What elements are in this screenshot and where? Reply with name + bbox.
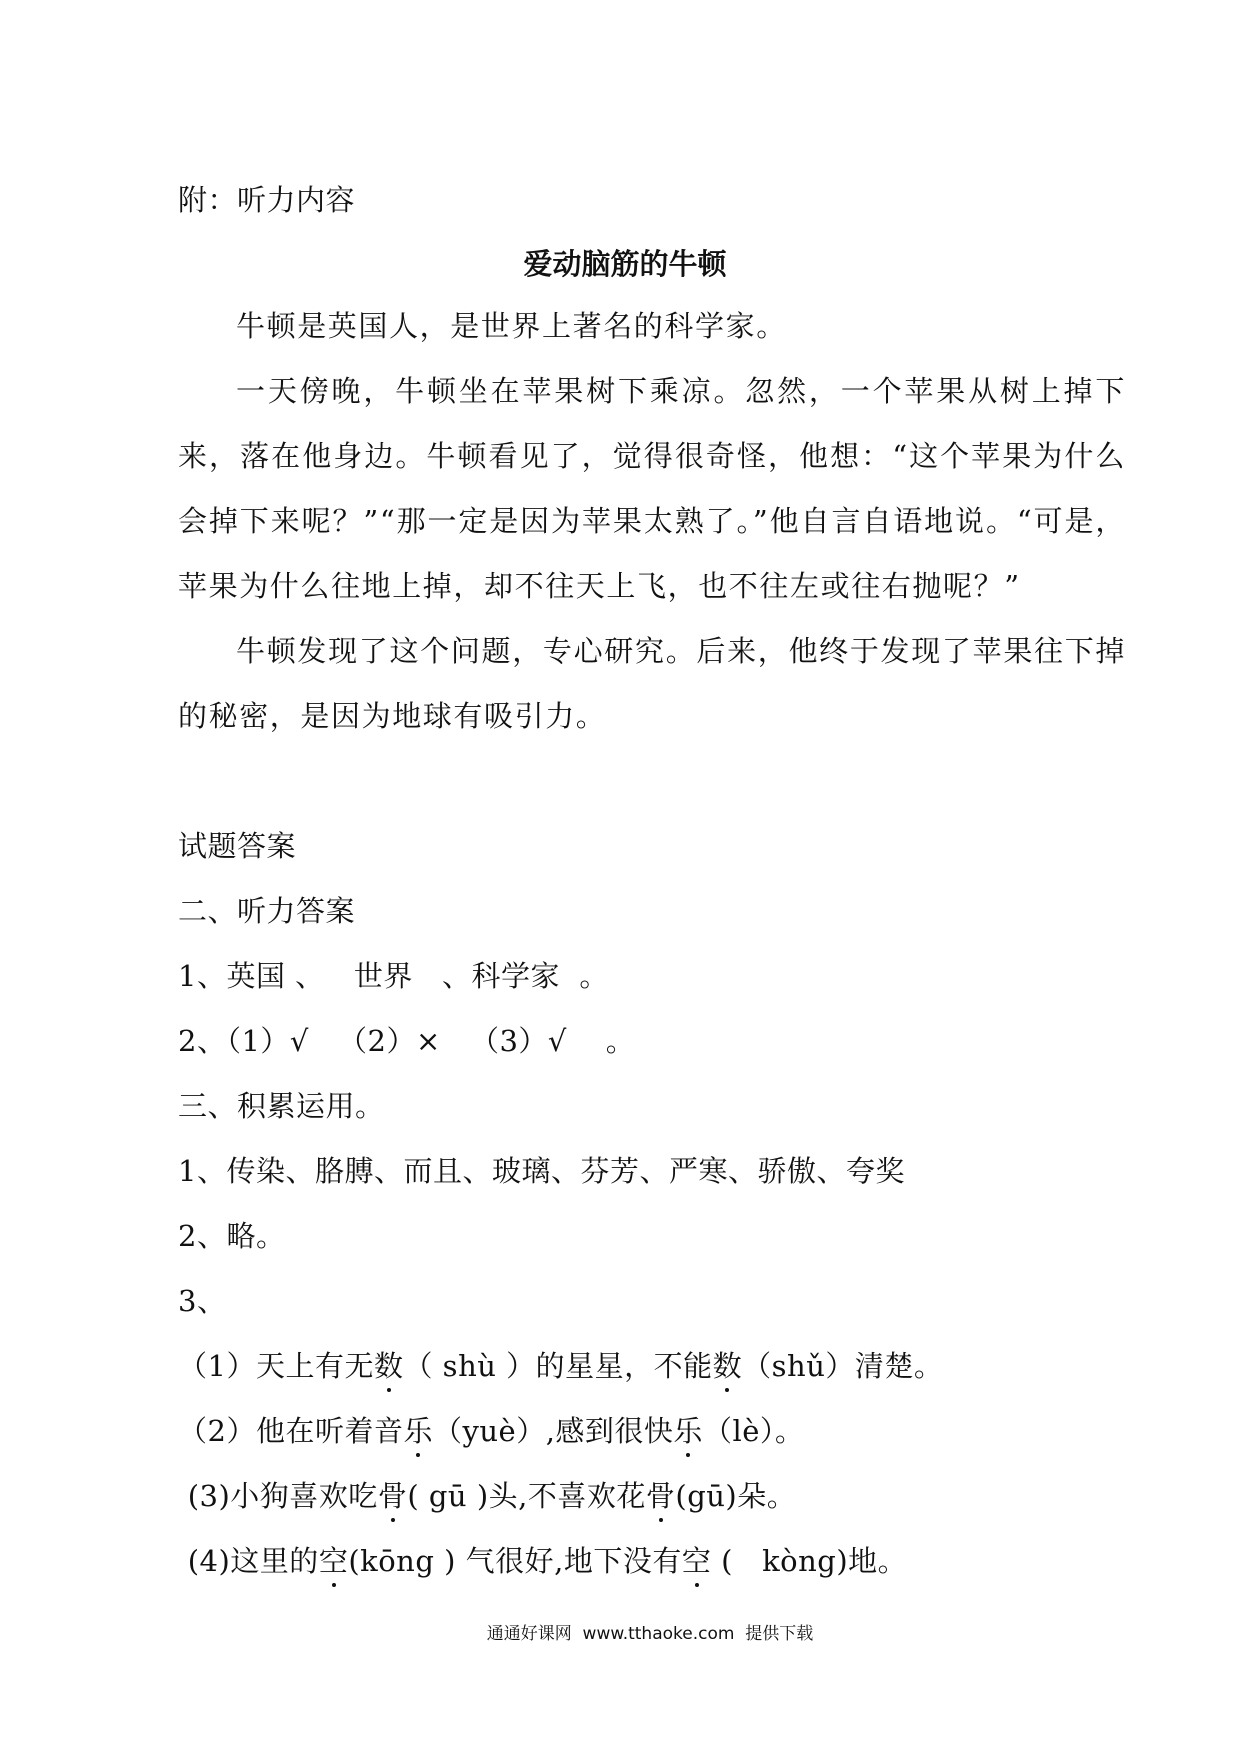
listening-answer-2: 2、（1）√ （2）× （3）√ 。 xyxy=(178,1024,636,1058)
dotted-char: 乐 xyxy=(673,1411,703,1451)
appendix-heading: 附：听力内容 xyxy=(178,183,356,217)
story-paragraph-3: 牛顿发现了这个问题，专心研究。后来，他终于发现了苹果往下掉的秘密，是因为地球有吸引力。 xyxy=(178,634,1126,733)
listening-answer-1: 1、英国 、 世界 、科学家 。 xyxy=(178,959,609,993)
accumulate-answer-1: 1、传染、胳膊、而且、玻璃、芬芳、严寒、骄傲、夸奖 xyxy=(178,1154,905,1188)
accumulate-heading: 三、积累运用。 xyxy=(178,1089,385,1123)
story-title: 爱动脑筋的牛顿 xyxy=(523,247,727,281)
dotted-char: 骨 xyxy=(646,1476,676,1516)
dotted-char: 空 xyxy=(682,1541,712,1581)
dotted-char: 数 xyxy=(713,1346,743,1386)
story-paragraph-2: 一天傍晚，牛顿坐在苹果树下乘凉。忽然，一个苹果从树上掉下来，落在他身边。牛顿看见了，觉得很奇怪，他想：“这个苹果为什么会掉下来呢？”“那一定是因为苹果太熟了。”他自言自语地说。“可是，苹果为什么往地上掉，却不往天上飞，也不往左或往右抛呢？” xyxy=(178,374,1126,603)
accumulate-answer-3: 3、 xyxy=(178,1284,227,1318)
story-paragraph-1: 牛顿是英国人，是世界上著名的科学家。 xyxy=(236,309,787,343)
answers-heading: 试题答案 xyxy=(178,829,297,863)
dotted-char: 骨 xyxy=(378,1476,408,1516)
dotted-char: 乐 xyxy=(403,1411,433,1451)
polyphone-sentence-4: (4)这里的空(kōng ) 气很好,地下没有空 ( kòng)地。 xyxy=(178,1541,907,1581)
footer-credit: 通通好课网 www.tthaoke.com 提供下载 xyxy=(486,1624,814,1644)
listening-answers-heading: 二、听力答案 xyxy=(178,894,356,928)
polyphone-sentence-1: （1）天上有无数（ shù ）的星星，不能数（shǔ）清楚。 xyxy=(178,1346,943,1386)
dotted-char: 空 xyxy=(319,1541,349,1581)
polyphone-sentence-2: （2）他在听着音乐（yuè）,感到很快乐（lè）。 xyxy=(178,1411,804,1451)
polyphone-sentence-3: (3)小狗喜欢吃骨( gū )头,不喜欢花骨(gū)朵。 xyxy=(178,1476,796,1516)
accumulate-answer-2: 2、略。 xyxy=(178,1219,286,1253)
dotted-char: 数 xyxy=(374,1346,404,1386)
